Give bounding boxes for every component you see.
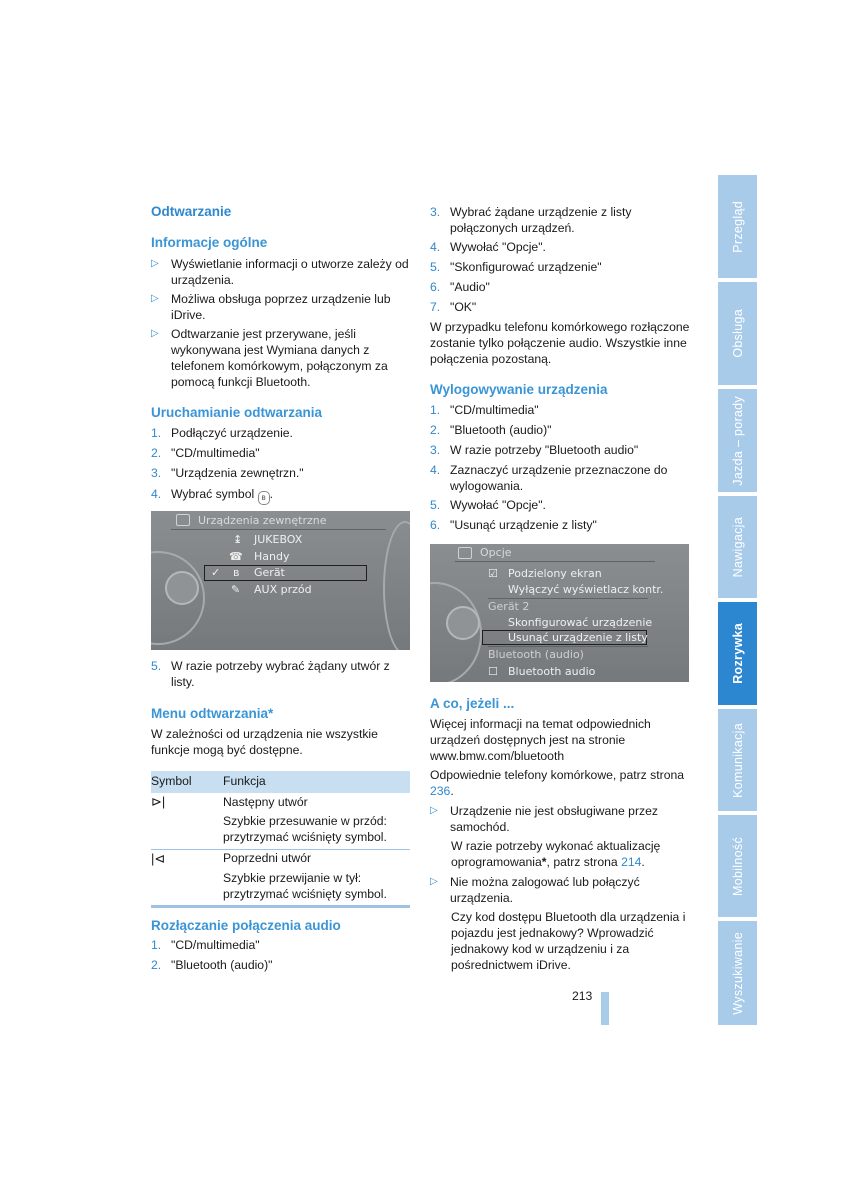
page-link[interactable]: 214 (621, 855, 642, 869)
bullet-triangle-icon: ▷ (151, 258, 159, 269)
tab-wyszukiwanie[interactable]: Wyszukiwanie (718, 921, 757, 1025)
table-cell: Następny utwór (223, 795, 308, 809)
menu-item: JUKEBOX (254, 533, 303, 546)
menu-item: Usunąć urządzenie z listy (508, 631, 648, 644)
tab-obsluga[interactable]: Obsługa (718, 282, 757, 385)
list-item: 4. Zaznaczyć urządzenie przeznaczone do wylogowania. (430, 463, 668, 493)
list-item: ▷ Możliwa obsługa poprzez urządzenie lub iDrive. (151, 292, 391, 322)
start-playback-heading: Uruchamianie odtwarzania (151, 405, 323, 420)
tab-mobilnosc[interactable]: Mobilność (718, 815, 757, 917)
bullet-triangle-icon: ▷ (430, 805, 438, 816)
list-item: ▷ Wyświetlanie informacji o utworze zależy od urządzenia. (151, 257, 409, 287)
list-item: 3. Wybrać żądane urządzenie z listy połączonych urządzeń. (430, 205, 632, 235)
bluetooth-icon: ʙ (233, 566, 240, 579)
logout-device-heading: Wylogowywanie urządzenia (430, 382, 608, 397)
table-cell: Poprzedni utwór (223, 851, 312, 865)
menu-item: AUX przód (254, 583, 312, 596)
selection-highlight (204, 565, 367, 581)
menu-item: Handy (254, 550, 290, 563)
menu-group-label: Bluetooth (audio) (488, 648, 584, 661)
menu-icon (458, 547, 472, 559)
menu-item: Podzielony ekran (508, 567, 602, 580)
next-track-icon: ⊳| (151, 794, 166, 809)
table-cell: Szybkie przewijanie w tył: przytrzymać wciśnięty symbol. (223, 871, 387, 901)
controller-knob-icon (165, 571, 199, 605)
tab-rozrywka[interactable]: Rozrywka (718, 602, 757, 705)
page-link[interactable]: 236 (430, 784, 451, 798)
table-col-function: Funkcja (223, 774, 266, 788)
note-text: W przypadku telefonu komórkowego rozłączone zostanie tylko połączenie audio. Wszystkie inne połączenia pozostaną. (430, 320, 690, 366)
list-item: 4. Wybrać symbol ʙ . (151, 486, 411, 502)
menu-item: Gerät (254, 566, 285, 579)
playback-menu-text: W zależności od urządzenia nie wszystkie funkcje mogą być dostępne. (151, 727, 378, 757)
tab-jazda-porady[interactable]: Jazda – porady (718, 389, 757, 492)
list-item-detail: Czy kod dostępu Bluetooth dla urządzenia i pojazdu jest jednakowy? Wprowadzić jednakowy kod w urządzeniu i za pośrednictwem iDrive. (451, 910, 686, 972)
table-cell: Szybkie przesuwanie w przód: przytrzymać wciśnięty symbol. (223, 814, 387, 844)
screen-title: Opcje (480, 546, 512, 559)
bullet-triangle-icon: ▷ (430, 876, 438, 887)
menu-item: Wyłączyć wyświetlacz kontr. (508, 583, 664, 596)
screen-title: Urządzenia zewnętrzne (198, 514, 327, 527)
tab-komunikacja[interactable]: Komunikacja (718, 709, 757, 811)
aux-icon: ✎ (231, 583, 241, 596)
list-item: ▷ Urządzenie nie jest obsługiwane przez samochód. (430, 804, 658, 834)
idrive-screenshot-devices (151, 511, 410, 650)
general-info-heading: Informacje ogólne (151, 235, 268, 250)
idrive-screenshot-options (430, 544, 689, 682)
bluetooth-icon: ʙ (258, 491, 270, 505)
page-marker (601, 992, 609, 1025)
menu-item: Bluetooth audio (508, 665, 596, 678)
checkbox-empty-icon: ☐ (488, 665, 498, 678)
list-item: ▷ Odtwarzanie jest przerywane, jeśli wykonywana jest Wymiana danych z telefonem komórkowym, połączonym za pomocą funkcji Bluetooth. (151, 327, 388, 389)
disconnect-audio-heading: Rozłączanie połączenia audio (151, 918, 341, 933)
list-item-detail: W razie potrzeby wykonać aktualizację oprogramowania*, patrz strona 214. (451, 839, 661, 869)
menu-icon (176, 514, 190, 526)
what-if-heading: A co, jeżeli ... (430, 696, 515, 711)
bullet-triangle-icon: ▷ (151, 328, 159, 339)
previous-track-icon: |⊲ (151, 851, 166, 866)
phone-icon: ☎ (229, 550, 243, 563)
bullet-triangle-icon: ▷ (151, 293, 159, 304)
controller-knob-icon (446, 606, 480, 640)
what-if-text: Więcej informacji na temat odpowiednich urządzeń dostępnych jest na stronie www.bmw.com/bluetooth (430, 717, 651, 763)
list-item: ▷ Nie można zalogować lub połączyć urządzenia. (430, 875, 640, 905)
playback-menu-heading: Menu odtwarzania* (151, 706, 274, 721)
menu-group-label: Gerät 2 (488, 600, 530, 613)
section-title: Odtwarzanie (151, 204, 232, 219)
page-number: 213 (572, 989, 593, 1003)
tab-przeglad[interactable]: Przegląd (718, 175, 757, 278)
chapter-tabs (718, 175, 757, 1025)
table-bottom-rule (151, 905, 410, 908)
usb-icon: ↨ (233, 533, 243, 546)
checkbox-checked-icon: ☑ (488, 567, 498, 580)
list-item: 5. W razie potrzeby wybrać żądany utwór z listy. (151, 659, 390, 689)
table-col-symbol: Symbol (151, 774, 192, 788)
menu-item: Skonfigurować urządzenie (508, 616, 653, 629)
tab-nawigacja[interactable]: Nawigacja (718, 496, 757, 598)
what-if-phones-text: Odpowiednie telefony komórkowe, patrz strona 236. (430, 768, 685, 798)
check-icon: ✓ (211, 566, 221, 579)
